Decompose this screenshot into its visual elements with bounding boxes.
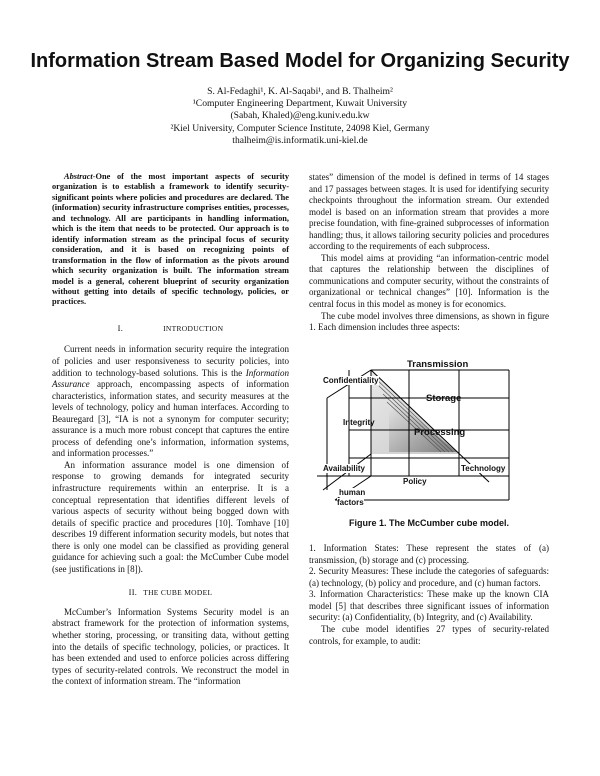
paper-title: Information Stream Based Model for Organizing Security [30,50,570,72]
section-2-paragraph-1: McCumber’s Information Systems Security model is an abstract framework for the protection of information systems, whether storing, processing, or transiting data, without getting into the details of specific technology, policies, or practices. It has been extended and used to enforce policies across differing types of security-related controls. We reconstruct the model in the context of information stream. The “information [52,606,289,687]
mccumber-cube-figure [309,340,549,508]
affiliation-1-email: (Sabah, Khaled)@eng.kuniv.edu.kw [230,110,370,122]
list-item-1: 1. Information States: These represent the states of (a) transmission, (b) storage and (c) processing. [309,543,549,565]
list-item-2: 2. Security Measures: These include the categories of safeguards: (a) technology, (b) policy and procedure, and (c) human factors. [309,566,549,588]
right-paragraph-4: The cube model identifies 27 types of security-related controls, for example, to audit: [309,624,549,646]
label-human: human [339,487,366,497]
right-paragraph-2: This model aims at providing “an information-centric model that captures the relationship between the disciplines of communications and computer security, without the constraints of organizational or technical changes” [10]. Information is the central focus in this model as money is for economics. [309,252,549,310]
section-2-heading [52,587,289,599]
figure-caption: Figure 1. The McCumber cube model. [348,517,510,528]
label-availability: Availability [323,463,365,473]
left-column [52,172,289,688]
section-1-paragraph-2: An information assurance model is one dimension of response to growing demands for integrated security infrastructure requirements within an enterprise. It is a conceptual representation that identifies different levels of various aspects of security without being bogged down with details of specific practice and procedures [10]. Tomhave [10] describes 19 different information security models, but notes that there is only one model can be classified as providing general guidance for achieving such a goal: the McCumber Cube model (see justifications in [8]). [52,459,289,574]
abstract-text: One of the most important aspects of security organization is to establish a framework to identify security-significant points where policies and procedures are declared. The (information) security infrastructure comprises entities, processes, and technology. All are participants in handling information, which is the item that needs to be protected. Our approach is to identify information stream as the principal focus of security consideration, and it is based on recognizing points of transformation in the flow of information as the pivots around which security organization is built. The information stream model is a general, coherent blueprint of security organization without getting into details of specific technology, policies, or practices. [52,172,289,307]
label-integrity: Integrity [343,417,375,427]
affiliation-2: ²Kiel University, Computer Science Institute, 24098 Kiel, Germany [170,122,430,134]
label-storage: Storage [426,392,462,404]
label-transmission: Transmission [407,358,469,370]
label-factors: factors [337,497,364,507]
right-column [309,172,549,647]
abstract-label: Abstract- [64,172,96,181]
label-confidentiality: Confidentiality [323,375,379,385]
section-2-title: THE CUBE MODEL [143,588,213,598]
right-paragraph-3: The cube model involves three dimensions, as shown in figure 1. Each dimension includes three aspects: [309,310,549,333]
section-1-paragraph-1 [52,344,289,459]
section-1-title: INTRODUCTION [163,323,224,333]
label-technology: Technology [461,463,506,473]
s1p1-b: approach, encompassing aspects of information characteristics, information states, and security measures at the levels of technology, policy and human interfaces. According to Beauregard [3], “IA is not a synonym for computer security; assurance is a much more robust concept that captures the entire process of defending one’s information, information systems, and information processes.” [52,379,289,459]
s1p1-a: Current needs in information security require the integration of policies and user responsiveness to security policies, into addition to technology-based solutions. This is the [52,344,289,378]
label-policy: Policy [403,476,427,486]
section-1-heading [52,323,289,335]
s1p1-emphasis: Information Assurance [52,367,289,390]
abstract [52,172,289,308]
author-block [0,86,600,147]
right-paragraph-1: states” dimension of the model is defined in terms of 14 stages and 17 passages between stages. It is used for identifying security checkpoints throughout the information stream. Our extended model is based on an information stream that provides a more precise foundation, with fine-grained subprocesses of information handling; thus, it allows tailoring security policies and procedures according to the requirements of each subprocess. [309,172,549,252]
section-1-number: I. [117,323,124,333]
affiliation-1: ¹Computer Engineering Department, Kuwait University [192,98,408,110]
author-names: S. Al-Fedaghi¹, K. Al-Saqabi¹, and B. Thalheim² [207,86,393,97]
label-processing: Processing [414,426,466,438]
list-item-3: 3. Information Characteristics: These make up the known CIA model [5] that describes three significant issues of information security: (a) Confidentiality, (b) Integrity, and (c) Availability. [309,589,549,623]
affiliation-2-email: thalheim@is.informatik.uni-kiel.de [232,134,368,146]
section-2-number: II. [128,588,138,598]
